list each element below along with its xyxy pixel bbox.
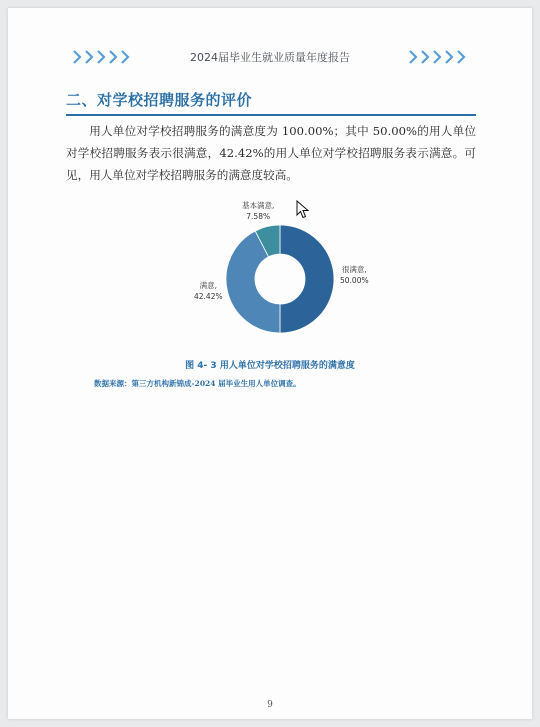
chevron-icon bbox=[433, 50, 443, 64]
figure-caption: 图 4- 3 用人单位对学校招聘服务的满意度 bbox=[185, 361, 355, 371]
data-source-note: 数据来源：第三方机构新锦成-2024 届毕业生用人单位调查。 bbox=[94, 379, 301, 388]
label-very-satisfied-value: 50.00% bbox=[340, 276, 369, 285]
body-paragraph: 用人单位对学校招聘服务的满意度为 100.00%；其中 50.00%的用人单位对学校招聘服务表示很满意，42.42%的用人单位对学校招聘服务表示满意。可见，用人单位对学校招聘服务的满意度较高。 bbox=[66, 124, 476, 182]
label-satisfied-name: 满意, bbox=[199, 281, 217, 290]
label-very-satisfied bbox=[340, 264, 369, 286]
label-satisfied bbox=[194, 280, 223, 302]
report-title: 2024届毕业生就业质量年度报告 bbox=[190, 51, 350, 64]
mouse-cursor-icon bbox=[296, 200, 310, 220]
chevron-icon bbox=[457, 50, 467, 64]
page-number: 9 bbox=[267, 700, 273, 710]
section-heading: 二、对学校招聘服务的评价 bbox=[66, 89, 476, 116]
label-very-satisfied-name: 很满意, bbox=[341, 265, 367, 274]
label-satisfied-value: 42.42% bbox=[194, 292, 223, 301]
header-right-chevrons bbox=[409, 50, 467, 64]
label-basic-satisfied-name: 基本满意, bbox=[242, 201, 275, 210]
donut-slice-0 bbox=[280, 225, 334, 333]
label-basic-satisfied bbox=[242, 200, 274, 222]
chevron-icon bbox=[445, 50, 455, 64]
chevron-icon bbox=[409, 50, 419, 64]
label-basic-satisfied-value: 7.58% bbox=[246, 212, 271, 221]
donut-chart bbox=[180, 196, 380, 346]
chevron-icon bbox=[421, 50, 431, 64]
page-header bbox=[70, 43, 470, 73]
